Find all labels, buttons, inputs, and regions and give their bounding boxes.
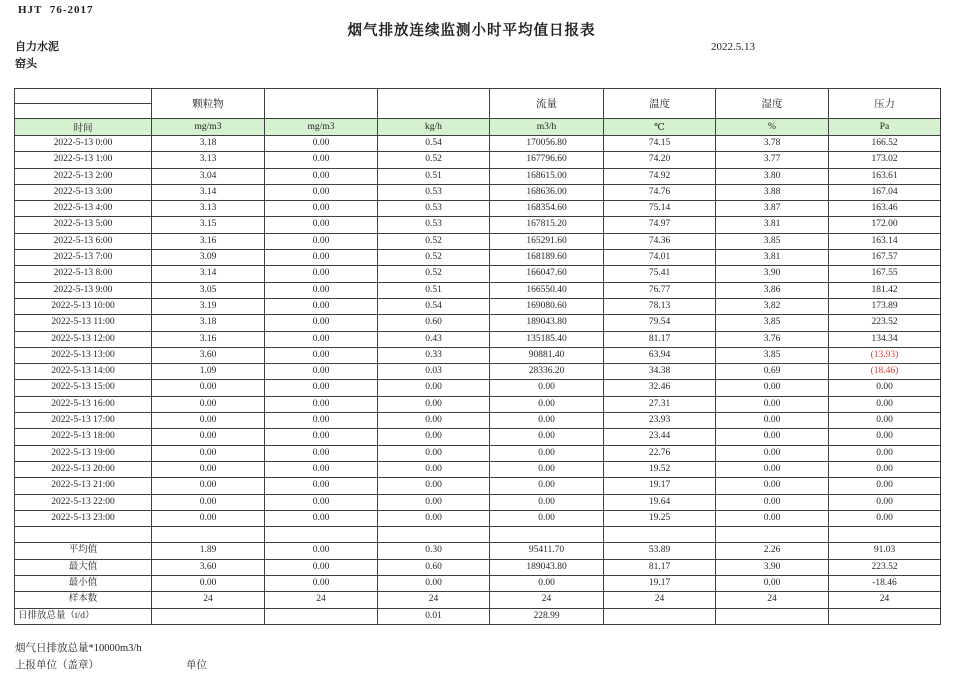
monitoring-point-name: 窑头: [15, 58, 37, 70]
value-cell: 3.90: [716, 559, 829, 575]
value-cell: 0.00: [265, 494, 378, 510]
value-cell: 223.52: [829, 315, 941, 331]
value-cell: 3.85: [716, 315, 829, 331]
value-cell: 3.81: [716, 250, 829, 266]
value-cell: 0.00: [378, 429, 490, 445]
value-cell: 189043.80: [490, 559, 604, 575]
summary-label: 日排放总量（t/d）: [15, 608, 152, 624]
value-cell: 22.76: [604, 445, 716, 461]
value-cell: 1.89: [152, 543, 265, 559]
time-cell: 2022-5-13 7:00: [15, 250, 152, 266]
value-cell: 0.00: [378, 494, 490, 510]
value-cell: 95411.70: [490, 543, 604, 559]
value-cell: 0.00: [265, 233, 378, 249]
value-cell: 0.00: [265, 136, 378, 152]
value-cell: 0.00: [265, 510, 378, 526]
value-cell: 0.69: [716, 364, 829, 380]
value-cell: 0.43: [378, 331, 490, 347]
value-cell: 0.00: [152, 429, 265, 445]
value-cell: 223.52: [829, 559, 941, 575]
value-cell: 34.38: [604, 364, 716, 380]
value-cell: 189043.80: [490, 315, 604, 331]
value-cell: 0.00: [490, 576, 604, 592]
value-cell: 167.57: [829, 250, 941, 266]
value-cell: 0.00: [152, 413, 265, 429]
value-cell: 166.52: [829, 136, 941, 152]
value-cell: 0.00: [829, 429, 941, 445]
value-cell: 3.85: [716, 233, 829, 249]
time-column-header: 时间: [15, 119, 152, 136]
time-cell: 2022-5-13 1:00: [15, 152, 152, 168]
time-cell: 2022-5-13 20:00: [15, 461, 152, 477]
value-cell: 165291.60: [490, 233, 604, 249]
value-cell: [378, 527, 490, 543]
value-cell: 24: [378, 592, 490, 608]
value-cell: 0.00: [265, 282, 378, 298]
value-cell: 0.00: [265, 445, 378, 461]
value-cell: 63.94: [604, 347, 716, 363]
value-cell: 28336.20: [490, 364, 604, 380]
unit-percent: %: [716, 119, 829, 136]
value-cell: 173.02: [829, 152, 941, 168]
time-cell: 2022-5-13 13:00: [15, 347, 152, 363]
value-cell: 169080.60: [490, 298, 604, 314]
value-cell: 74.15: [604, 136, 716, 152]
value-cell: 0.00: [716, 429, 829, 445]
value-cell: 81.17: [604, 559, 716, 575]
footer-line: [15, 657, 415, 672]
value-cell: 0.00: [490, 445, 604, 461]
value-cell: 163.61: [829, 168, 941, 184]
value-cell: 0.00: [265, 266, 378, 282]
value-cell: 0.00: [152, 510, 265, 526]
footnote: 烟气日排放总量*10000m3/h: [15, 643, 142, 654]
value-cell: 168615.00: [490, 168, 604, 184]
time-cell: 2022-5-13 6:00: [15, 233, 152, 249]
value-cell: (18.46): [829, 364, 941, 380]
value-cell: 0.52: [378, 152, 490, 168]
value-cell: 168636.00: [490, 184, 604, 200]
value-cell: 0.00: [378, 576, 490, 592]
value-cell: 3.05: [152, 282, 265, 298]
value-cell: 0.00: [152, 576, 265, 592]
company-name: 自力水泥: [15, 41, 59, 53]
time-cell: 2022-5-13 14:00: [15, 364, 152, 380]
value-cell: 0.00: [265, 201, 378, 217]
summary-label: 平均值: [15, 543, 152, 559]
value-cell: 0.00: [716, 576, 829, 592]
value-cell: 91.03: [829, 543, 941, 559]
value-cell: 24: [152, 592, 265, 608]
value-cell: 0.53: [378, 201, 490, 217]
report-table: [14, 88, 941, 625]
value-cell: 3.80: [716, 168, 829, 184]
value-cell: 24: [490, 592, 604, 608]
col-header-blank-2: [378, 89, 490, 119]
value-cell: 0.00: [829, 413, 941, 429]
value-cell: [604, 527, 716, 543]
value-cell: 0.00: [829, 494, 941, 510]
value-cell: 0.00: [829, 461, 941, 477]
value-cell: 3.14: [152, 266, 265, 282]
value-cell: 0.54: [378, 298, 490, 314]
col-header-blank-1: [265, 89, 378, 119]
value-cell: 3.18: [152, 315, 265, 331]
value-cell: 0.00: [152, 494, 265, 510]
value-cell: 24: [265, 592, 378, 608]
value-cell: 0.33: [378, 347, 490, 363]
value-cell: 0.00: [265, 396, 378, 412]
time-cell: 2022-5-13 0:00: [15, 136, 152, 152]
value-cell: 0.00: [716, 396, 829, 412]
value-cell: 3.16: [152, 331, 265, 347]
value-cell: 167.04: [829, 184, 941, 200]
value-cell: [829, 527, 941, 543]
time-cell: 2022-5-13 12:00: [15, 331, 152, 347]
value-cell: 181.42: [829, 282, 941, 298]
value-cell: 3.76: [716, 331, 829, 347]
summary-label: 最小值: [15, 576, 152, 592]
header-blank-top: [15, 89, 152, 104]
value-cell: 0.51: [378, 282, 490, 298]
value-cell: 0.30: [378, 543, 490, 559]
value-cell: 0.00: [490, 510, 604, 526]
value-cell: 167815.20: [490, 217, 604, 233]
time-cell: 2022-5-13 18:00: [15, 429, 152, 445]
col-header-humidity: 湿度: [716, 89, 829, 119]
value-cell: 0.00: [265, 315, 378, 331]
value-cell: 0.00: [490, 494, 604, 510]
value-cell: 0.00: [265, 429, 378, 445]
value-cell: -18.46: [829, 576, 941, 592]
value-cell: 0.00: [152, 396, 265, 412]
value-cell: 0.53: [378, 184, 490, 200]
value-cell: 0.00: [152, 445, 265, 461]
value-cell: 167796.60: [490, 152, 604, 168]
value-cell: 0.00: [265, 168, 378, 184]
value-cell: 3.04: [152, 168, 265, 184]
summary-label: 最大值: [15, 559, 152, 575]
value-cell: 0.00: [265, 347, 378, 363]
value-cell: 0.54: [378, 136, 490, 152]
unit-celsius: ℃: [604, 119, 716, 136]
value-cell: 0.52: [378, 250, 490, 266]
value-cell: 0.00: [490, 461, 604, 477]
value-cell: 3.87: [716, 201, 829, 217]
value-cell: 76.77: [604, 282, 716, 298]
value-cell: 74.20: [604, 152, 716, 168]
value-cell: [265, 527, 378, 543]
value-cell: 19.17: [604, 576, 716, 592]
value-cell: 3.60: [152, 559, 265, 575]
value-cell: 0.00: [152, 380, 265, 396]
time-cell: 2022-5-13 19:00: [15, 445, 152, 461]
value-cell: 173.89: [829, 298, 941, 314]
value-cell: 75.14: [604, 201, 716, 217]
table-body: [15, 136, 941, 625]
report-date: 2022.5.13: [711, 41, 755, 53]
value-cell: 0.00: [152, 461, 265, 477]
value-cell: 0.52: [378, 266, 490, 282]
value-cell: 167.55: [829, 266, 941, 282]
value-cell: [265, 608, 378, 624]
value-cell: 3.86: [716, 282, 829, 298]
value-cell: 3.82: [716, 298, 829, 314]
page-title: 烟气排放连续监测小时平均值日报表: [347, 23, 596, 39]
value-cell: 74.92: [604, 168, 716, 184]
value-cell: 3.15: [152, 217, 265, 233]
value-cell: 0.53: [378, 217, 490, 233]
time-cell: 2022-5-13 17:00: [15, 413, 152, 429]
standard-code: HJT 76-2017: [18, 4, 94, 16]
value-cell: 3.19: [152, 298, 265, 314]
value-cell: 74.01: [604, 250, 716, 266]
value-cell: 135185.40: [490, 331, 604, 347]
header-blank-bottom: [15, 104, 152, 119]
value-cell: 0.00: [265, 543, 378, 559]
summary-label: 样本数: [15, 592, 152, 608]
value-cell: 134.34: [829, 331, 941, 347]
value-cell: 0.00: [716, 461, 829, 477]
value-cell: 3.78: [716, 136, 829, 152]
value-cell: 0.00: [265, 217, 378, 233]
value-cell: 0.00: [265, 250, 378, 266]
value-cell: 74.76: [604, 184, 716, 200]
value-cell: 81.17: [604, 331, 716, 347]
unit-mg-m3-2: mg/m3: [265, 119, 378, 136]
time-cell: 2022-5-13 15:00: [15, 380, 152, 396]
unit-label: 单位: [186, 660, 207, 671]
value-cell: 3.13: [152, 152, 265, 168]
value-cell: 0.00: [378, 478, 490, 494]
value-cell: 19.64: [604, 494, 716, 510]
value-cell: 32.46: [604, 380, 716, 396]
value-cell: 19.25: [604, 510, 716, 526]
value-cell: 0.60: [378, 315, 490, 331]
unit-mg-m3-1: mg/m3: [152, 119, 265, 136]
value-cell: [152, 527, 265, 543]
time-cell: 2022-5-13 16:00: [15, 396, 152, 412]
value-cell: 0.00: [265, 559, 378, 575]
time-cell: 2022-5-13 21:00: [15, 478, 152, 494]
value-cell: 3.77: [716, 152, 829, 168]
value-cell: 163.14: [829, 233, 941, 249]
value-cell: 0.00: [265, 380, 378, 396]
value-cell: 0.00: [716, 380, 829, 396]
value-cell: 0.00: [716, 445, 829, 461]
value-cell: 23.93: [604, 413, 716, 429]
value-cell: 166047.60: [490, 266, 604, 282]
value-cell: [716, 527, 829, 543]
value-cell: 0.60: [378, 559, 490, 575]
value-cell: 0.00: [829, 380, 941, 396]
value-cell: 0.52: [378, 233, 490, 249]
value-cell: 3.18: [152, 136, 265, 152]
value-cell: [152, 608, 265, 624]
value-cell: 170056.80: [490, 136, 604, 152]
value-cell: 0.51: [378, 168, 490, 184]
value-cell: 0.00: [378, 396, 490, 412]
value-cell: 168189.60: [490, 250, 604, 266]
value-cell: 3.60: [152, 347, 265, 363]
value-cell: 0.00: [265, 413, 378, 429]
time-cell: 2022-5-13 5:00: [15, 217, 152, 233]
value-cell: 0.00: [378, 461, 490, 477]
value-cell: 3.88: [716, 184, 829, 200]
value-cell: 75.41: [604, 266, 716, 282]
value-cell: 0.00: [152, 478, 265, 494]
value-cell: 3.90: [716, 266, 829, 282]
value-cell: 0.00: [490, 380, 604, 396]
value-cell: 0.00: [265, 298, 378, 314]
value-cell: 0.00: [829, 510, 941, 526]
report-unit-label: 上报单位（盖章）: [15, 660, 99, 671]
value-cell: 1.09: [152, 364, 265, 380]
value-cell: 166550.40: [490, 282, 604, 298]
value-cell: 0.00: [378, 413, 490, 429]
value-cell: 3.14: [152, 184, 265, 200]
time-cell: 2022-5-13 2:00: [15, 168, 152, 184]
value-cell: 3.13: [152, 201, 265, 217]
value-cell: 0.00: [265, 331, 378, 347]
value-cell: 24: [829, 592, 941, 608]
value-cell: 0.00: [265, 152, 378, 168]
value-cell: 74.97: [604, 217, 716, 233]
value-cell: 0.00: [716, 413, 829, 429]
time-cell: 2022-5-13 9:00: [15, 282, 152, 298]
value-cell: 3.85: [716, 347, 829, 363]
value-cell: [829, 608, 941, 624]
value-cell: 168354.60: [490, 201, 604, 217]
value-cell: 0.00: [829, 396, 941, 412]
value-cell: 53.89: [604, 543, 716, 559]
value-cell: 24: [604, 592, 716, 608]
value-cell: 90881.40: [490, 347, 604, 363]
time-cell: 2022-5-13 22:00: [15, 494, 152, 510]
value-cell: 74.36: [604, 233, 716, 249]
value-cell: [490, 527, 604, 543]
value-cell: 0.00: [265, 576, 378, 592]
value-cell: 0.00: [490, 478, 604, 494]
value-cell: 0.00: [490, 396, 604, 412]
value-cell: 2.26: [716, 543, 829, 559]
spacer-cell: [15, 527, 152, 543]
value-cell: 0.00: [716, 478, 829, 494]
value-cell: 0.00: [265, 364, 378, 380]
value-cell: 23.44: [604, 429, 716, 445]
col-header-temperature: 温度: [604, 89, 716, 119]
value-cell: [716, 608, 829, 624]
value-cell: 228.99: [490, 608, 604, 624]
value-cell: 0.00: [716, 494, 829, 510]
value-cell: 3.81: [716, 217, 829, 233]
value-cell: 0.00: [378, 380, 490, 396]
value-cell: 0.00: [378, 510, 490, 526]
value-cell: 0.00: [829, 445, 941, 461]
value-cell: 0.03: [378, 364, 490, 380]
unit-m3-h: m3/h: [490, 119, 604, 136]
value-cell: (13.93): [829, 347, 941, 363]
col-header-particulate: 颗粒物: [152, 89, 265, 119]
time-cell: 2022-5-13 11:00: [15, 315, 152, 331]
time-cell: 2022-5-13 4:00: [15, 201, 152, 217]
col-header-pressure: 压力: [829, 89, 941, 119]
value-cell: 0.00: [378, 445, 490, 461]
value-cell: 24: [716, 592, 829, 608]
value-cell: 172.00: [829, 217, 941, 233]
time-cell: 2022-5-13 8:00: [15, 266, 152, 282]
value-cell: 19.17: [604, 478, 716, 494]
value-cell: 3.16: [152, 233, 265, 249]
value-cell: 0.00: [265, 461, 378, 477]
time-cell: 2022-5-13 10:00: [15, 298, 152, 314]
value-cell: 19.52: [604, 461, 716, 477]
value-cell: 78.13: [604, 298, 716, 314]
time-cell: 2022-5-13 3:00: [15, 184, 152, 200]
value-cell: 0.00: [490, 413, 604, 429]
value-cell: 0.01: [378, 608, 490, 624]
value-cell: 0.00: [490, 429, 604, 445]
value-cell: 0.00: [265, 478, 378, 494]
value-cell: 27.31: [604, 396, 716, 412]
value-cell: 3.09: [152, 250, 265, 266]
value-cell: 163.46: [829, 201, 941, 217]
value-cell: 0.00: [716, 510, 829, 526]
value-cell: [604, 608, 716, 624]
col-header-flow: 流量: [490, 89, 604, 119]
unit-pa: Pa: [829, 119, 941, 136]
value-cell: 0.00: [265, 184, 378, 200]
unit-kg-h: kg/h: [378, 119, 490, 136]
value-cell: 0.00: [829, 478, 941, 494]
time-cell: 2022-5-13 23:00: [15, 510, 152, 526]
value-cell: 79.54: [604, 315, 716, 331]
